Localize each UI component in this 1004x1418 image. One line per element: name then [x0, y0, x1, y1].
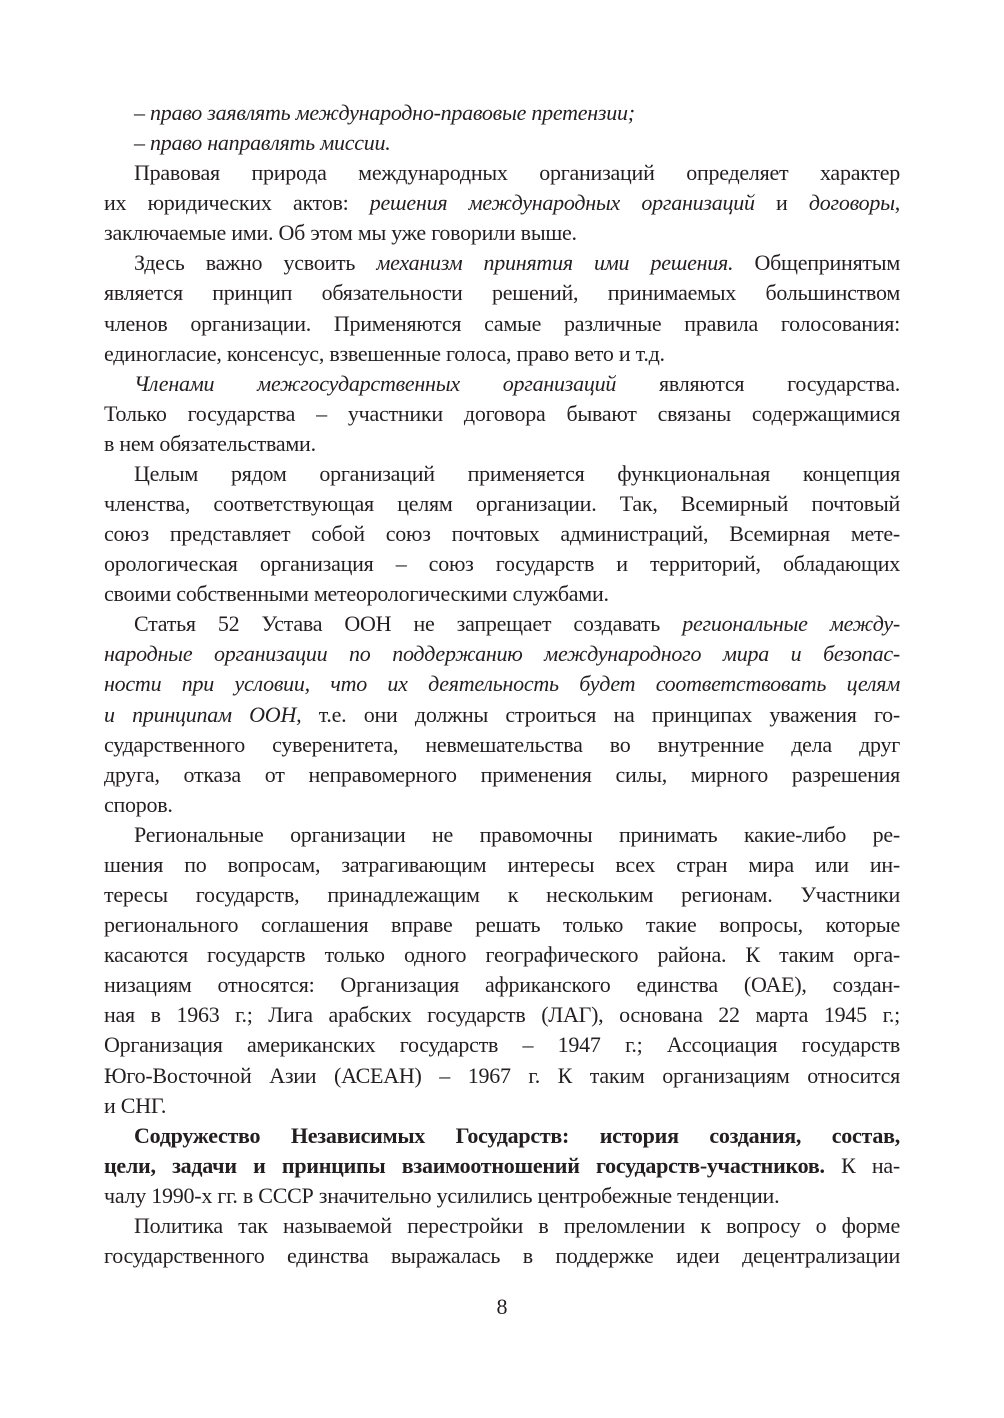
page-number: 8: [496, 1294, 508, 1319]
text-line: [104, 700, 900, 730]
text-line: [104, 278, 900, 308]
text-line: [104, 609, 900, 639]
paragraph: [104, 128, 900, 158]
text-run: Юго-Восточной Азии (АСЕАН) – 1967 г. К таким организациям относится: [104, 1062, 900, 1088]
text-line: [104, 248, 900, 278]
text-run: ,: [894, 190, 901, 216]
text-line: [104, 459, 900, 489]
text-run: их юридических актов:: [104, 190, 370, 216]
text-run: чалу 1990-х гг. в СССР значительно усилились центробежные тенденции.: [104, 1182, 780, 1208]
text-run: тересы государств, принадлежащим к нескольким регионам. Участники: [104, 882, 900, 908]
text-line: [104, 128, 900, 158]
text-run: Организация американских государств – 1947 г.; Ассоциация государств: [104, 1032, 900, 1058]
text-line: [104, 730, 900, 760]
italic-run: механизм принятия ими решения.: [376, 250, 734, 276]
text-line: [104, 940, 900, 970]
text-run: Здесь важно усвоить: [134, 250, 377, 276]
text-line: [104, 369, 900, 399]
italic-run: и принципам ООН,: [104, 701, 302, 727]
text-run: шения по вопросам, затрагивающим интересы всех стран мира или ин-: [104, 851, 900, 877]
text-run: государственного единства выражалась в поддержке идеи децентрализации: [104, 1242, 900, 1268]
text-run: союз представляет собой союз почтовых администраций, Всемирная мете-: [104, 521, 900, 547]
text-run: и СНГ.: [104, 1092, 167, 1118]
text-run: К на-: [824, 1152, 900, 1178]
paragraph: [104, 459, 900, 609]
text-line: [104, 339, 900, 369]
text-line: [104, 549, 900, 579]
text-run: заключаемые ими. Об этом мы уже говорили выше.: [104, 220, 577, 246]
text-run: низациям относятся: Организация африканского единства (ОАЕ), создан-: [104, 972, 900, 998]
text-line: [104, 1000, 900, 1030]
text-line: [104, 1061, 900, 1091]
paragraph: [104, 820, 900, 1121]
paragraph: [104, 158, 900, 248]
italic-run: – право направлять миссии.: [134, 130, 391, 156]
paragraph: [104, 369, 900, 459]
text-run: споров.: [104, 791, 173, 817]
italic-run: Членами межгосударственных организаций: [134, 370, 617, 396]
text-line: [104, 188, 900, 218]
text-run: Статья 52 Устава ООН не запрещает создавать: [134, 611, 683, 637]
paragraph: [104, 1121, 900, 1211]
text-line: [104, 970, 900, 1000]
text-line: [104, 489, 900, 519]
italic-run: договоры: [808, 190, 895, 216]
text-run: Общепринятым: [733, 250, 901, 276]
text-run: Политика так называемой перестройки в преломлении к вопросу о форме: [134, 1212, 900, 1238]
text-line: [104, 760, 900, 790]
text-line: [104, 218, 900, 248]
text-run: является принцип обязательности решений, принимаемых большинством: [104, 280, 900, 306]
text-line: [104, 309, 900, 339]
text-run: касаются государств только одного географического района. К таким орга-: [104, 942, 900, 968]
text-run: и: [754, 190, 809, 216]
italic-run: ности при условии, что их деятельность будет соответствовать целям: [104, 671, 900, 697]
text-run: т.е. они должны строиться на принципах уважения го-: [301, 701, 901, 727]
bold-run: Содружество Независимых Государств: история создания, состав,: [134, 1122, 900, 1148]
page-body: [104, 98, 900, 1271]
text-run: Только государства – участники договора бывают связаны содержащимися: [104, 400, 900, 426]
bold-run: цели, задачи и принципы взаимоотношений государств-участников.: [104, 1152, 825, 1178]
text-line: [104, 790, 900, 820]
text-line: [104, 158, 900, 188]
text-run: регионального соглашения вправе решать только такие вопросы, которые: [104, 912, 900, 938]
paragraph: [104, 609, 900, 820]
text-run: друга, отказа от неправомерного применения силы, мирного разрешения: [104, 761, 900, 787]
text-run: членов организации. Применяются самые различные правила голосования:: [104, 310, 900, 336]
text-line: [104, 1121, 900, 1151]
italic-run: народные организации по поддержанию международного мира и безопас-: [104, 641, 900, 667]
text-line: [104, 669, 900, 699]
text-run: ная в 1963 г.; Лига арабских государств (ЛАГ), основана 22 марта 1945 г.;: [104, 1002, 900, 1028]
paragraph: [104, 1211, 900, 1271]
text-run: Региональные организации не правомочны принимать какие-либо ре-: [134, 821, 900, 847]
text-line: [104, 639, 900, 669]
text-run: членства, соответствующая целям организации. Так, Всемирный почтовый: [104, 491, 900, 517]
text-line: [104, 910, 900, 940]
text-run: сударственного суверенитета, невмешательства во внутренние дела друг: [104, 731, 900, 757]
paragraph: [104, 248, 900, 368]
text-run: являются государства.: [616, 370, 900, 396]
text-run: своими собственными метеорологическими службами.: [104, 581, 609, 607]
text-line: [104, 850, 900, 880]
text-line: [104, 579, 900, 609]
italic-run: решения международных организаций: [369, 190, 755, 216]
italic-run: – право заявлять международно-правовые претензии;: [134, 100, 635, 125]
text-line: [104, 1151, 900, 1181]
text-run: Правовая природа международных организаций определяет характер: [134, 160, 900, 186]
paragraph: [104, 98, 900, 128]
text-run: единогласие, консенсус, взвешенные голоса, право вето и т.д.: [104, 340, 665, 366]
text-line: [104, 880, 900, 910]
text-line: [104, 1030, 900, 1060]
text-line: [104, 1181, 900, 1211]
text-run: орологическая организация – союз государств и территорий, обладающих: [104, 551, 900, 577]
text-run: в нем обязательствами.: [104, 430, 316, 456]
text-line: [104, 399, 900, 429]
text-line: [104, 1211, 900, 1241]
text-line: [104, 519, 900, 549]
text-line: [104, 820, 900, 850]
text-line: [104, 1091, 900, 1121]
text-line: [104, 429, 900, 459]
italic-run: региональные между-: [682, 611, 900, 637]
text-run: Целым рядом организаций применяется функциональная концепция: [134, 460, 900, 486]
text-line: [104, 98, 900, 128]
text-line: [104, 1241, 900, 1271]
